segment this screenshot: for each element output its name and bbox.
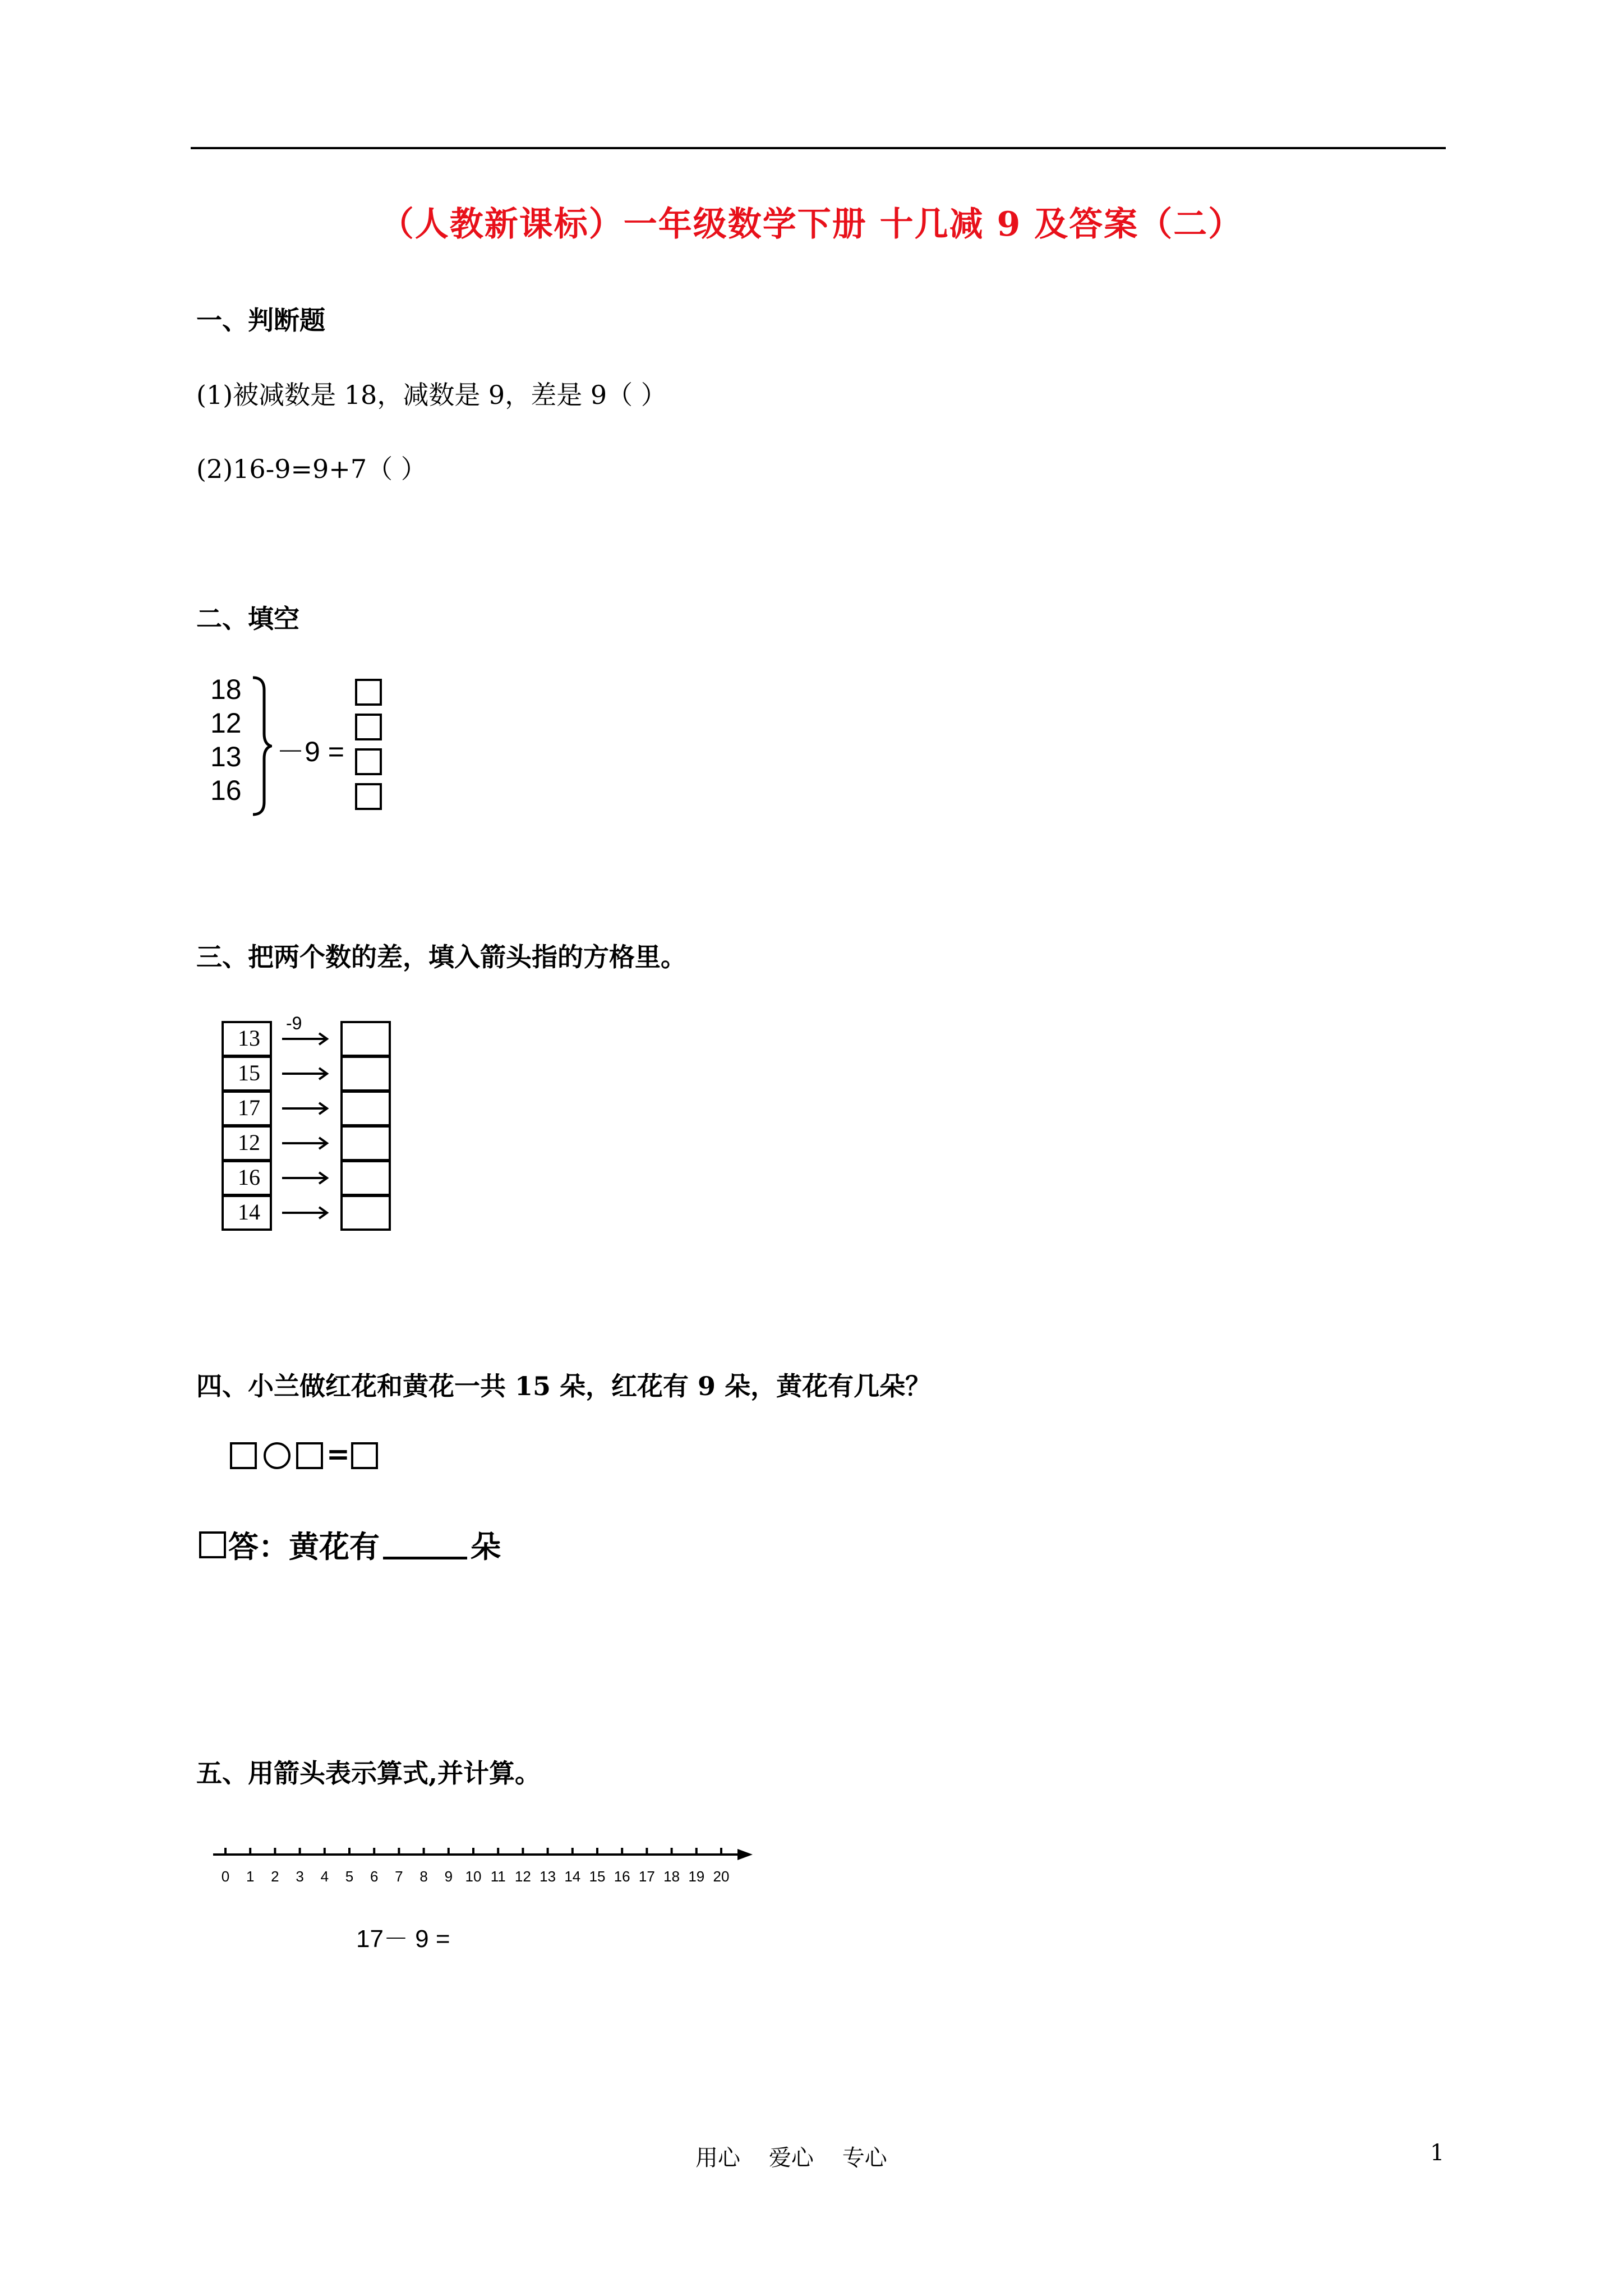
question-1-1: (1)被减数是 18，减数是 9，差是 9（ ） [196, 380, 667, 410]
section-1-heading: 一、判断题 [196, 305, 325, 335]
tick-label-12: 12 [514, 1868, 531, 1885]
minuend-2: 12 [210, 707, 242, 739]
page-title: （人教新课标）一年级数学下册 十几减 9 及答案（二） [380, 205, 1243, 244]
result-box-4[interactable] [340, 1125, 391, 1161]
answer-box-1[interactable] [355, 679, 382, 706]
tick-label-17: 17 [638, 1868, 655, 1885]
number-cell-4: 12 [222, 1125, 272, 1161]
minuend-1: 18 [210, 674, 242, 705]
page-number: 1 [1430, 2140, 1445, 2166]
answer-box-3[interactable] [355, 748, 382, 775]
tick-label-13: 13 [540, 1868, 556, 1885]
tick-label-1: 1 [246, 1868, 255, 1885]
arrow-icons [278, 1021, 334, 1234]
tick-label-2: 2 [271, 1868, 279, 1885]
right-brace [250, 673, 272, 819]
tick-label-3: 3 [296, 1868, 304, 1885]
tick-label-6: 6 [370, 1868, 379, 1885]
result-box-5[interactable] [340, 1160, 391, 1196]
section-3-heading: 三、把两个数的差，填入箭头指的方格里。 [196, 942, 686, 972]
section-5-heading: 五、用箭头表示算式,并计算。 [196, 1758, 541, 1788]
minuend-3: 13 [210, 741, 242, 772]
answer-checkbox [199, 1531, 226, 1558]
answer-suffix: 朵 [471, 1529, 501, 1565]
question-1-2: (2)16-9=9+7（ ） [196, 454, 427, 484]
number-cell-5: 16 [222, 1160, 272, 1196]
answer-prefix: 答：黄花有 [228, 1529, 380, 1565]
tick-label-10: 10 [465, 1868, 482, 1885]
tick-label-11: 11 [490, 1868, 506, 1885]
equation-result-box[interactable] [351, 1442, 378, 1469]
arrowhead-icon [737, 1849, 753, 1860]
equation-box-2[interactable] [296, 1442, 323, 1469]
result-box-3[interactable] [340, 1091, 391, 1126]
minus-nine-operator: －9 = [276, 736, 344, 767]
tick-label-18: 18 [663, 1868, 680, 1885]
answer-line [199, 1523, 501, 1566]
equation-box-1[interactable] [230, 1442, 257, 1469]
tick-label-9: 9 [444, 1868, 453, 1885]
minus-nine-label: -9 [286, 1013, 302, 1033]
operator-circle[interactable] [264, 1442, 291, 1469]
tick-label-7: 7 [395, 1868, 403, 1885]
tick-label-8: 8 [419, 1868, 428, 1885]
header-rule [191, 147, 1446, 149]
tick-label-20: 20 [713, 1868, 730, 1885]
number-cell-6: 14 [222, 1195, 272, 1231]
number-cell-1: 13 [222, 1021, 272, 1057]
tick-label-4: 4 [320, 1868, 329, 1885]
footer-motto: 用心 爱心 专心 [695, 2145, 887, 2171]
number-line [213, 1834, 763, 1868]
answer-blank[interactable] [383, 1534, 467, 1559]
tick-label-16: 16 [614, 1868, 630, 1885]
tick-label-5: 5 [345, 1868, 354, 1885]
answer-box-4[interactable] [355, 783, 382, 810]
tick-label-15: 15 [589, 1868, 606, 1885]
result-box-2[interactable] [340, 1056, 391, 1092]
tick-label-19: 19 [688, 1868, 705, 1885]
expression-17-minus-9: 17－ 9 = [356, 1925, 450, 1953]
number-cell-2: 15 [222, 1056, 272, 1092]
number-cell-3: 17 [222, 1091, 272, 1126]
tick-label-0: 0 [221, 1868, 230, 1885]
tick-label-14: 14 [564, 1868, 581, 1885]
equals-sign: = [326, 1438, 350, 1470]
result-box-1[interactable] [340, 1021, 391, 1057]
equation-template [230, 1439, 398, 1473]
answer-box-2[interactable] [355, 714, 382, 740]
minuend-4: 16 [210, 775, 242, 806]
section-4-heading: 四、小兰做红花和黄花一共 15 朵，红花有 9 朵，黄花有几朵？ [196, 1371, 932, 1401]
section-2-heading: 二、填空 [196, 604, 299, 634]
result-box-6[interactable] [340, 1195, 391, 1231]
